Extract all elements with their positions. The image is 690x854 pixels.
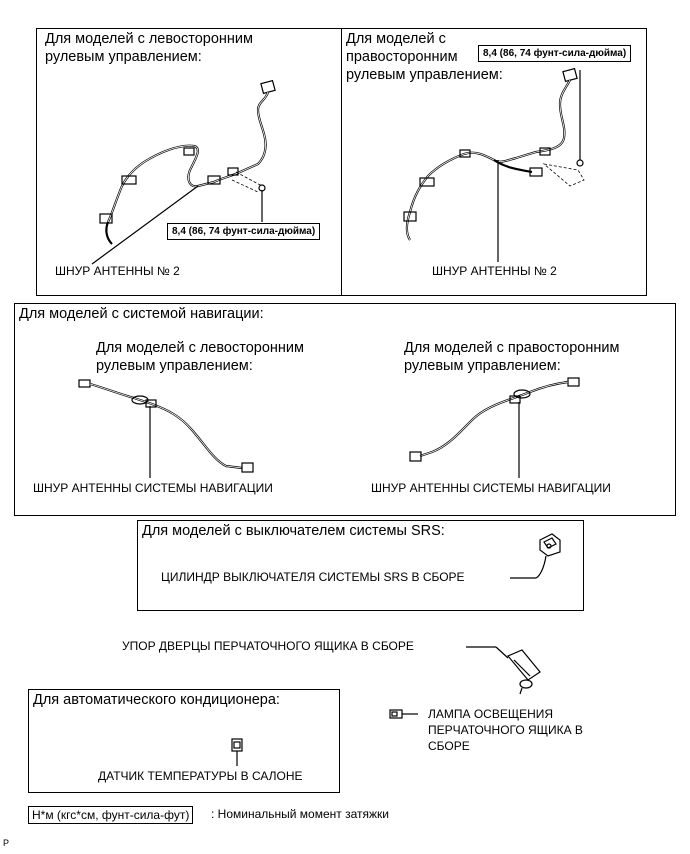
legend-unit-box: Н*м (кгс*см, фунт-сила-фут) [28,806,193,824]
rhd-torque-spec: 8,4 (86, 74 фунт-сила-дюйма) [478,45,631,62]
legend-description: : Номинальный момент затяжки [211,807,389,821]
auto-ac-heading: Для автоматического кондиционера: [33,692,280,708]
rhd-heading-line1: Для моделей с [346,31,446,47]
cabin-temp-sensor-label: ДАТЧИК ТЕМПЕРАТУРЫ В САЛОНЕ [98,769,303,783]
footer-mark: P [3,838,10,848]
glovebox-stopper-label: УПОР ДВЕРЦЫ ПЕРЧАТОЧНОГО ЯЩИКА В СБОРЕ [122,639,414,653]
glovebox-lamp-label-line1: ЛАМПА ОСВЕЩЕНИЯ [428,707,554,721]
lhd-heading-line1: Для моделей с левосторонним [45,31,253,47]
srs-heading: Для моделей с выключателем системы SRS: [142,523,445,539]
glovebox-lamp-label-line2: ПЕРЧАТОЧНОГО ЯЩИКА В [428,723,583,737]
lhd-torque-spec: 8,4 (86, 74 фунт-сила-дюйма) [167,223,320,240]
rhd-heading-line3: рулевым управлением: [346,67,503,83]
navigation-heading: Для моделей с системой навигации: [19,306,264,322]
panel-lhd-antenna-cord [36,28,342,296]
lhd-antenna-cord-label: ШНУР АНТЕННЫ № 2 [55,264,180,278]
navigation-lhd-line1: Для моделей с левосторонним [96,340,304,356]
navigation-lhd-cord-label: ШНУР АНТЕННЫ СИСТЕМЫ НАВИГАЦИИ [33,481,273,495]
navigation-rhd-line1: Для моделей с правосторонним [404,340,620,356]
srs-cylinder-label: ЦИЛИНДР ВЫКЛЮЧАТЕЛЯ СИСТЕМЫ SRS В СБОРЕ [161,570,465,584]
rhd-heading-line2: правосторонним [346,49,458,65]
lhd-heading-line2: рулевым управлением: [45,49,202,65]
navigation-lhd-line2: рулевым управлением: [96,358,253,374]
navigation-rhd-line2: рулевым управлением: [404,358,561,374]
rhd-antenna-cord-label: ШНУР АНТЕННЫ № 2 [432,264,557,278]
glovebox-lamp-label-line3: СБОРЕ [428,739,470,753]
navigation-rhd-cord-label: ШНУР АНТЕННЫ СИСТЕМЫ НАВИГАЦИИ [371,481,611,495]
